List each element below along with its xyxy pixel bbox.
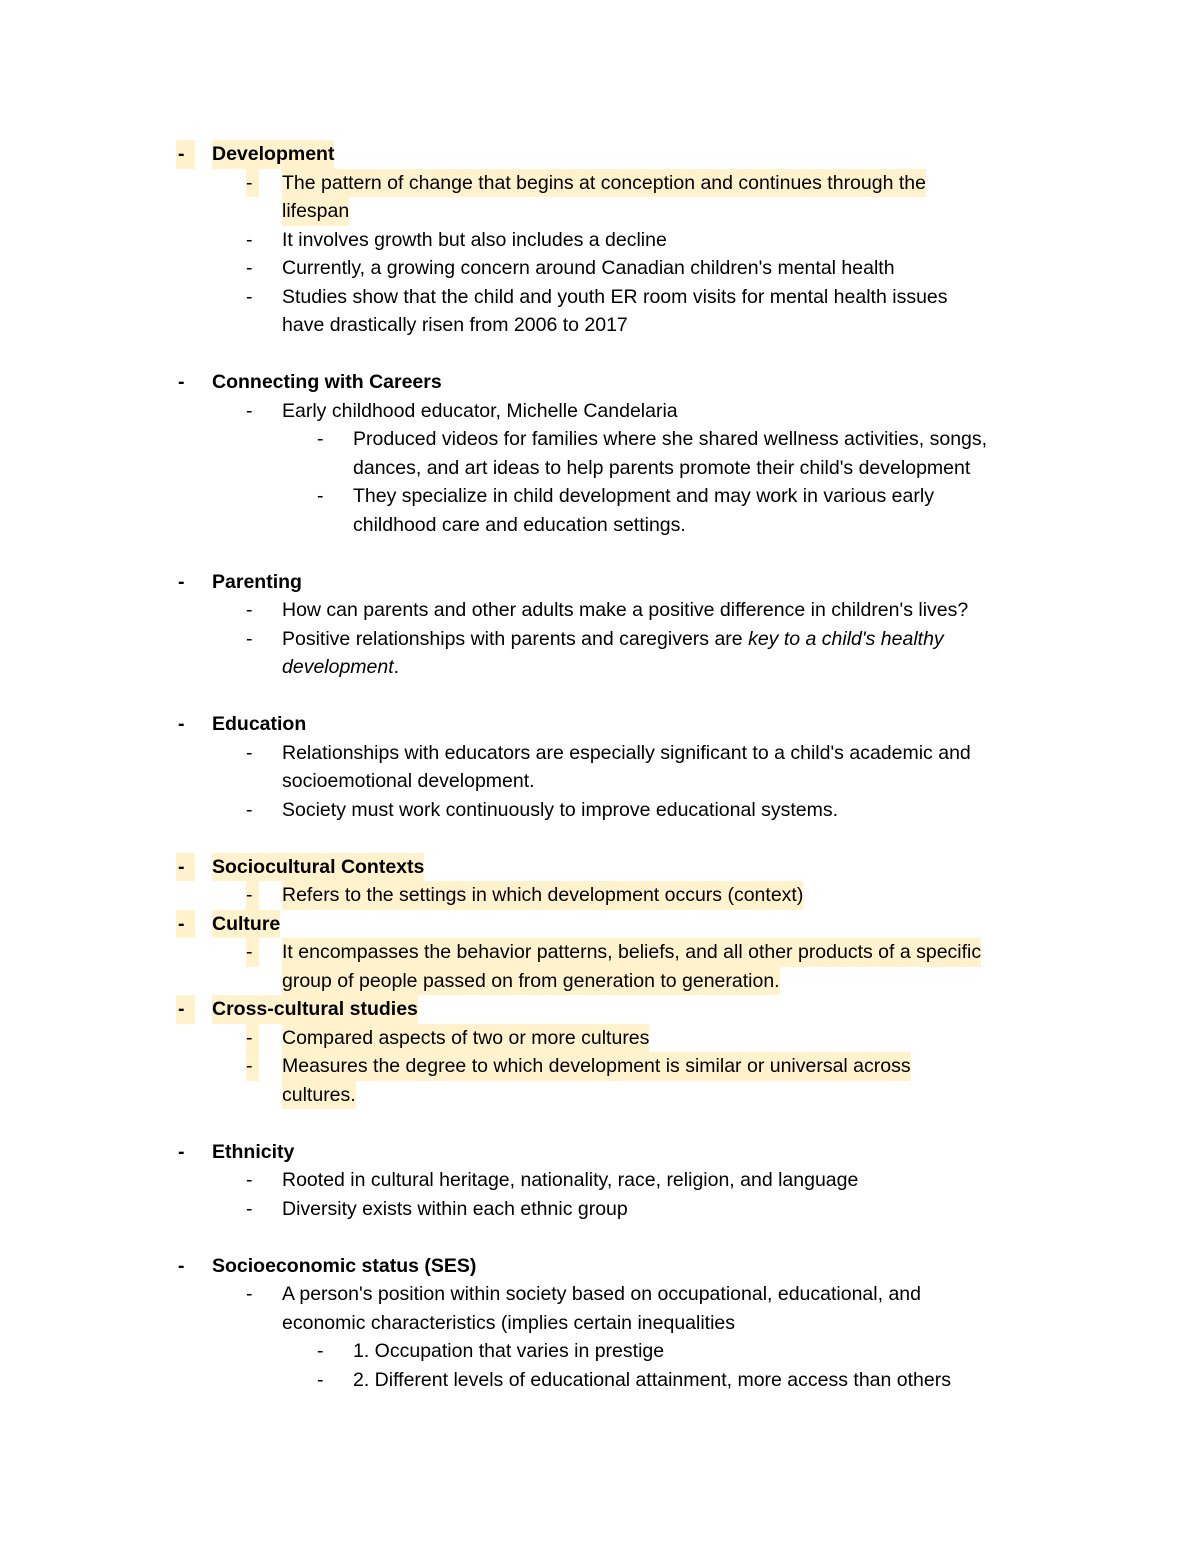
- bullet-dash: -: [178, 1140, 185, 1163]
- item-text: socioemotional development.: [282, 770, 535, 792]
- list-item: [0, 1280, 1200, 1309]
- bullet-dash: -: [246, 741, 253, 764]
- bullet-dash: -: [246, 399, 253, 422]
- list-item: [0, 226, 1200, 255]
- list-item: [0, 881, 1200, 910]
- sub-list-item-continuation: [0, 454, 1200, 483]
- item-text: The pattern of change that begins at conception and continues through the: [282, 169, 926, 198]
- list-item: [0, 1024, 1200, 1053]
- item-text: Diversity exists within each ethnic group: [282, 1197, 628, 1220]
- item-text: childhood care and education settings.: [353, 513, 686, 536]
- bullet-dash: -: [176, 995, 195, 1024]
- list-item: [0, 1166, 1200, 1195]
- list-item-continuation: [0, 767, 1200, 796]
- spacer: [0, 539, 1200, 568]
- item-text: They specialize in child development and may work in various early: [353, 485, 934, 507]
- item-text: Early childhood educator, Michelle Candelaria: [282, 399, 678, 422]
- list-item: [0, 283, 1200, 312]
- plain-text: .: [393, 656, 400, 678]
- list-item: [0, 397, 1200, 426]
- list-item: [0, 254, 1200, 283]
- list-item: [0, 938, 1200, 967]
- heading-text: Sociocultural Contexts: [212, 853, 424, 882]
- heading-text: Socioeconomic status (SES): [212, 1254, 477, 1277]
- item-text: economic characteristics (implies certain inequalities: [282, 1311, 736, 1334]
- spacer: [0, 824, 1200, 853]
- item-text: [282, 625, 944, 654]
- bullet-dash: -: [246, 798, 253, 821]
- item-text: Refers to the settings in which development occurs (context): [282, 881, 803, 910]
- item-text: cultures.: [282, 1081, 356, 1110]
- bullet-dash: -: [246, 599, 253, 621]
- bullet-dash: -: [317, 485, 324, 507]
- bullet-dash: -: [246, 169, 259, 198]
- heading-socioeconomic-status: [0, 1252, 1200, 1281]
- bullet-dash: -: [246, 285, 253, 308]
- heading-text: Parenting: [212, 570, 302, 593]
- item-text: Relationships with educators are especially significant to a child's academic and: [282, 741, 971, 764]
- sub-list-item: [0, 1337, 1200, 1366]
- bullet-dash: -: [178, 713, 185, 735]
- spacer: [0, 1223, 1200, 1252]
- item-text: It encompasses the behavior patterns, beliefs, and all other products of a specific: [282, 938, 981, 967]
- list-item-continuation: [0, 1081, 1200, 1110]
- item-text: Currently, a growing concern around Canadian children's mental health: [282, 257, 895, 279]
- heading-text: Culture: [212, 910, 280, 939]
- bullet-dash: -: [246, 627, 253, 650]
- bullet-dash: -: [246, 1169, 253, 1191]
- bullet-dash: -: [246, 938, 259, 967]
- item-text: have drastically risen from 2006 to 2017: [282, 314, 628, 336]
- item-text: Compared aspects of two or more cultures: [282, 1024, 649, 1053]
- bullet-dash: -: [246, 1283, 253, 1305]
- list-item: [0, 739, 1200, 768]
- spacer: [0, 1109, 1200, 1138]
- bullet-dash: -: [178, 1254, 185, 1277]
- italic-text: key to a child's healthy: [748, 627, 944, 650]
- list-item-continuation: [0, 311, 1200, 340]
- list-item: [0, 596, 1200, 625]
- heading-culture: [0, 910, 1200, 939]
- item-text: It involves growth but also includes a decline: [282, 228, 667, 251]
- bullet-dash: -: [178, 570, 185, 593]
- heading-sociocultural-contexts: [0, 853, 1200, 882]
- bullet-dash: -: [246, 257, 253, 279]
- item-text: Produced videos for families where she shared wellness activities, songs,: [353, 428, 988, 450]
- bullet-dash: -: [246, 1197, 253, 1220]
- heading-education: [0, 710, 1200, 739]
- heading-development: [0, 140, 1200, 169]
- list-item: [0, 1195, 1200, 1224]
- list-item: [0, 1052, 1200, 1081]
- sub-list-item: [0, 482, 1200, 511]
- list-item-continuation: [0, 653, 1200, 682]
- heading-ethnicity: [0, 1138, 1200, 1167]
- sub-list-item: [0, 425, 1200, 454]
- italic-text: development: [282, 656, 394, 678]
- bullet-dash: -: [317, 1340, 324, 1362]
- list-item-continuation: [0, 1309, 1200, 1338]
- bullet-dash: -: [246, 1052, 259, 1081]
- bullet-dash: -: [246, 228, 253, 251]
- list-item-continuation: [0, 967, 1200, 996]
- item-text: dances, and art ideas to help parents promote their child's development: [353, 456, 971, 479]
- bullet-dash: -: [246, 881, 259, 910]
- bullet-dash: -: [317, 1368, 324, 1391]
- document-body: [0, 140, 1200, 1394]
- list-item-continuation: [0, 197, 1200, 226]
- item-text: Society must work continuously to improve educational systems.: [282, 798, 838, 821]
- item-text: 2. Different levels of educational attainment, more access than others: [353, 1368, 951, 1391]
- item-text: How can parents and other adults make a positive difference in children's lives?: [282, 599, 969, 621]
- bullet-dash: -: [176, 910, 195, 939]
- heading-text: Development: [212, 140, 334, 169]
- item-text: 1. Occupation that varies in prestige: [353, 1340, 665, 1362]
- heading-careers: [0, 368, 1200, 397]
- bullet-dash: -: [178, 371, 185, 393]
- list-item: [0, 796, 1200, 825]
- item-text: [282, 653, 399, 682]
- heading-parenting: [0, 568, 1200, 597]
- item-text: lifespan: [282, 197, 349, 226]
- heading-text: Education: [212, 713, 307, 735]
- sub-list-item: [0, 1366, 1200, 1395]
- item-text: group of people passed on from generation to generation.: [282, 967, 780, 996]
- bullet-dash: -: [246, 1024, 259, 1053]
- bullet-dash: -: [176, 140, 195, 169]
- item-text: Rooted in cultural heritage, nationality, race, religion, and language: [282, 1169, 859, 1191]
- sub-list-item-continuation: [0, 511, 1200, 540]
- spacer: [0, 340, 1200, 369]
- heading-text: Connecting with Careers: [212, 371, 442, 393]
- bullet-dash: -: [317, 428, 324, 450]
- heading-text: Ethnicity: [212, 1140, 295, 1163]
- item-text: Studies show that the child and youth ER room visits for mental health issues: [282, 285, 948, 308]
- item-text: Measures the degree to which development is similar or universal across: [282, 1052, 911, 1081]
- plain-text: Positive relationships with parents and caregivers are: [282, 627, 749, 650]
- heading-text: Cross-cultural studies: [212, 995, 418, 1024]
- list-item: [0, 169, 1200, 198]
- list-item: [0, 625, 1200, 654]
- heading-cross-cultural-studies: [0, 995, 1200, 1024]
- spacer: [0, 682, 1200, 711]
- item-text: A person's position within society based on occupational, educational, and: [282, 1283, 921, 1305]
- bullet-dash: -: [176, 853, 195, 882]
